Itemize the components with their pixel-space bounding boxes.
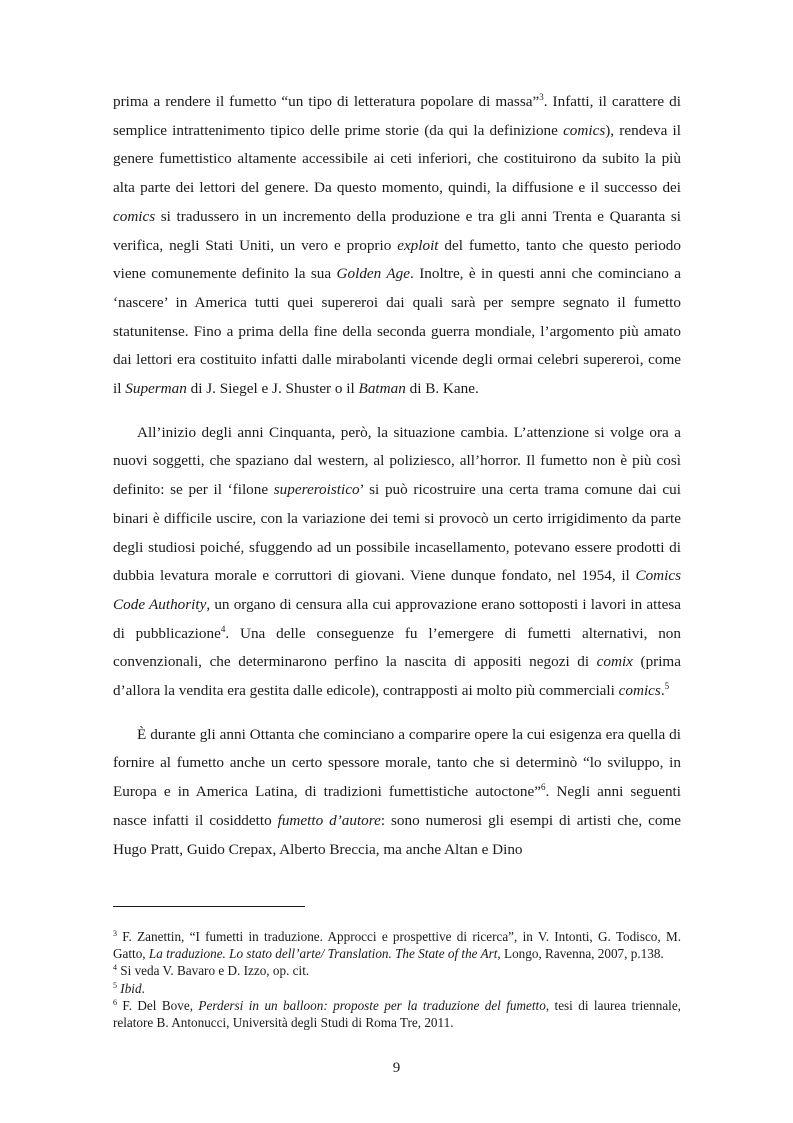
text-run: prima a rendere il fumetto “un tipo di letteratura popolare di massa” [113,93,540,110]
paragraph [113,419,681,706]
text-run: , tesi di laurea triennale, relatore B. Antonucci, Università degli Studi di Roma Tre, 2011. [113,997,681,1031]
footnote-ref: 4 [220,623,226,634]
footnote-ref: 6 [541,782,546,793]
text-run: È durante gli anni Ottanta che cominciano a comparire opere la cui esigenza era quella di fornire al fumetto anche un certo spessore morale, tanto che si determinò “lo sviluppo, in Europa e in America Latina, di tradizioni fumettistiche autoctone” [113,725,681,801]
italic-text: comix [596,653,633,671]
text-run: Si veda V. Bavaro e D. Izzo, op. cit. [117,963,310,979]
footnote-ref: 3 [539,92,544,102]
italic-text: Superman [125,380,187,398]
text-run: All’inizio degli anni Cinquanta, però, la situazione cambia. L’attenzione si volge ora a nuovi soggetti, che spaziano dal western, al poliziesco, all’horror. Il fumetto non è più così definito: se per il ‘filone [113,423,681,499]
text-run: . Infatti, il carattere di semplice intrattenimento tipico delle prime storie (da qui la definizione [113,93,681,139]
text-run: . [141,980,145,996]
text-run: . Una delle conseguenze fu l’emergere di fumetti alternativi, non convenzionali, che determinarono perfino la nascita di appositi negozi di [113,624,681,671]
footnote [113,962,681,979]
footnote-ref: 6 [113,997,117,1007]
footnote-ref: 4 [113,963,117,973]
italic-text: exploit [397,236,439,254]
italic-text: comics [113,207,156,225]
footnote [113,928,681,962]
paragraph [113,721,681,865]
text-run: ’ si può ricostruire una certa trama comune dai cui binari è difficile uscire, con la variazione dei temi si provocò un certo irrigidimento da parte degli studiosi poiché, sfuggendo ad un possibile incasellamento, potevano essere prodotti di dubbia levatura morale e corruttori di giovani. Viene dunque fondato, nel 1954, il [113,481,681,585]
italic-text: fumetto d’autore [277,811,381,829]
text-run: , Longo, Ravenna, 2007, p.138. [497,946,664,962]
footnote-ref: 3 [113,929,117,938]
text-run: . Negli anni seguenti nasce infatti il cosiddetto [113,783,681,829]
italic-text: supereroistico [273,481,360,499]
page-number: 9 [392,1060,401,1076]
italic-text: comics [563,121,606,139]
text-run: ), rendeva il genere fumettistico altamente accessibile ai ceti inferiori, che costituirono da subito la più alta parte dei lettori del genere. Da questo momento, quindi, la diffusione e il successo dei [113,121,681,197]
footnote [113,980,681,997]
footnotes [113,928,681,1031]
text-run: del fumetto, tanto che questo periodo viene comunemente definito la sua [113,236,681,283]
italic-text: comics [618,682,661,700]
italic-text: Golden Age [336,265,410,283]
italic-text: Ibid [120,980,142,996]
text-run: di B. Kane. [405,380,479,398]
body-text [113,88,681,879]
paragraph [113,88,681,404]
text-run: F. Del Bove, [117,997,199,1013]
text-run: . Inoltre, è in questi anni che cominciano a ‘nascere’ in America tutti quei supereroi dai quali sarà per sempre segnato il fumetto statunitense. Fino a prima della fine della seconda guerra mondiale, l’argomento più amato dai lettori era costituito infatti dalle mirabolanti vicende degli ormai celebri supereroi, come il [113,265,681,398]
text-run: si tradussero in un incremento della produzione e tra gli anni Trenta e Quaranta si verifica, negli Stati Uniti, un vero e proprio [113,207,681,254]
text-run: : sono numerosi gli esempi di artisti che, come Hugo Pratt, Guido Crepax, Alberto Breccia, ma anche Altan e Dino [113,811,681,858]
footnote [113,997,681,1031]
text-run: di J. Siegel e J. Shuster o il [186,380,359,398]
footnote-separator [113,906,305,907]
italic-text: Batman [358,380,406,398]
text-run: (prima d’allora la vendita era gestita dalle edicole), contrapposti ai molto più commerciali [113,653,681,700]
footnote-ref: 5 [113,980,117,990]
text-run: . [660,682,665,700]
footnote-ref: 5 [664,681,670,692]
text-run: , un organo di censura alla cui approvazione erano sottoposti i lavori in attesa di pubblicazione [113,595,681,642]
italic-text: La traduzione. Lo stato dell’arte/ Translation. The State of the Art [148,946,498,962]
italic-text: Perdersi in un balloon: proposte per la traduzione del fumetto [198,997,546,1013]
italic-text: Comics Code Authority [113,567,681,613]
text-run: F. Zanettin, “I fumetti in traduzione. Approcci e prospettive di ricerca”, in V. Intonti, G. Todisco, M. Gatto, [113,929,681,962]
